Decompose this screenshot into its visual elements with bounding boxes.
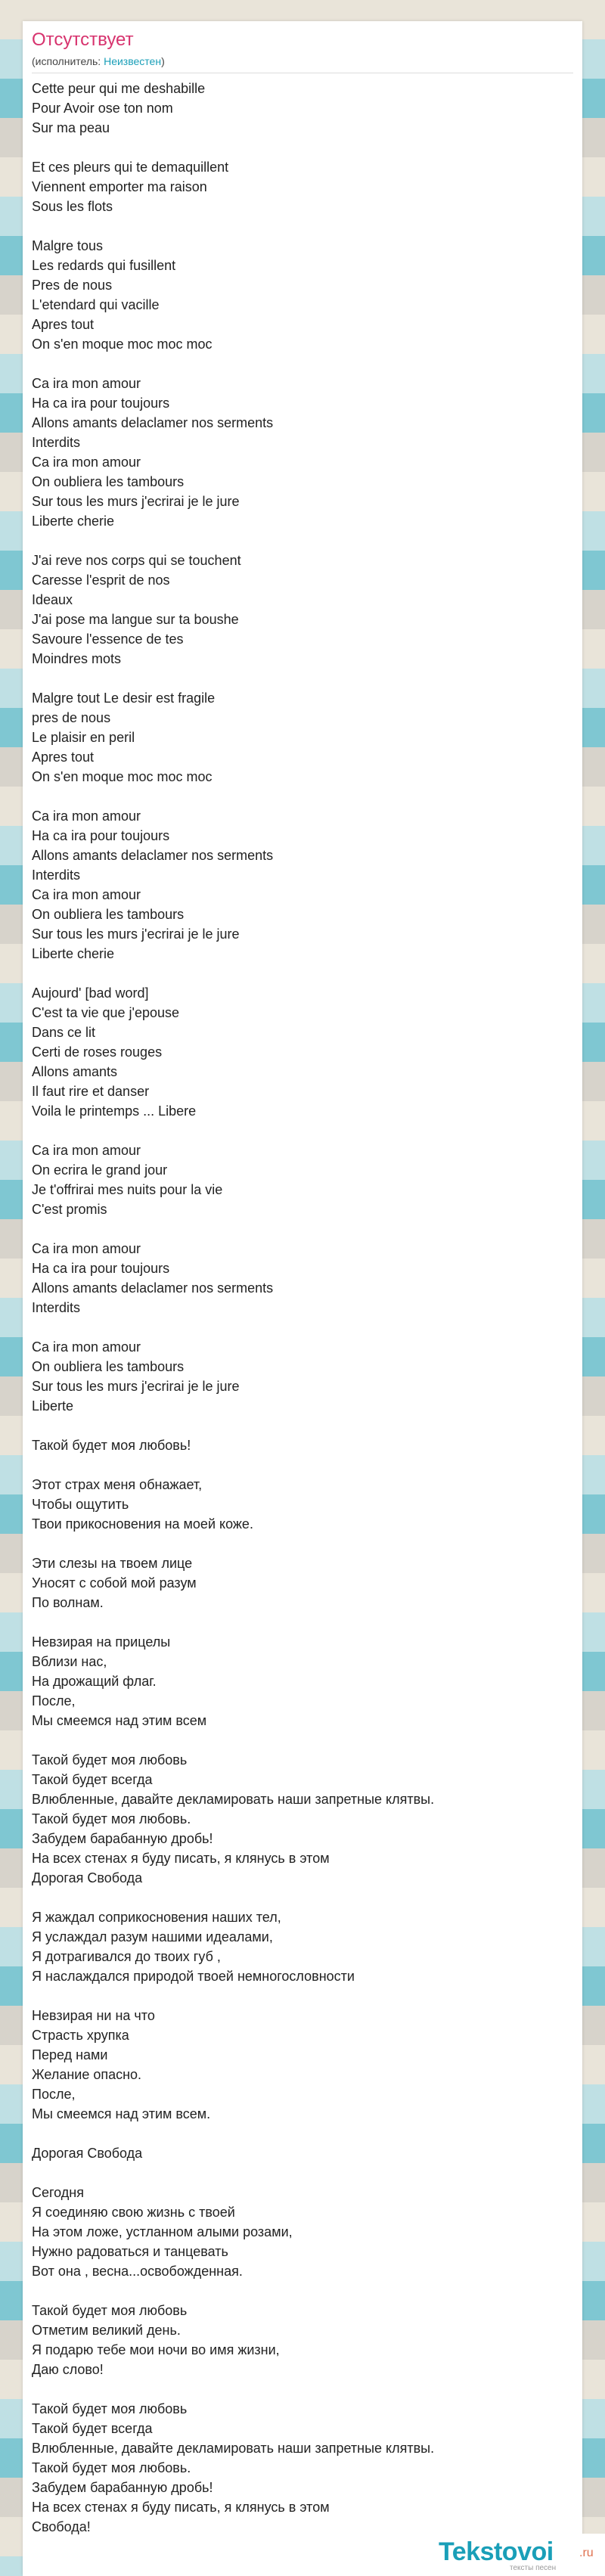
lyric-line: На всех стенах я буду писать, я клянусь в этом (32, 2500, 330, 2515)
stanza-break (32, 531, 573, 551)
lyric-line: Забудем барабанную дробь! (32, 1831, 213, 1846)
lyric-line: Savoure l'essence de tes (32, 632, 184, 647)
stanza-break (32, 2281, 573, 2301)
lyric-line: Твои прикосновения на моей коже. (32, 1516, 253, 1532)
logo-domain: .ru (579, 2547, 594, 2559)
lyrics-text (32, 79, 573, 2537)
lyric-line: Pres de nous (32, 278, 113, 293)
lyric-line: pres de nous (32, 710, 111, 725)
lyric-line: Невзирая ни на что (32, 2008, 155, 2023)
lyric-line: Apres tout (32, 750, 95, 765)
lyric-line: Malgre tous (32, 238, 104, 253)
lyric-line: Le plaisir en peril (32, 730, 135, 745)
lyric-line: После, (32, 2087, 76, 2102)
lyric-line: Il faut rire et danser (32, 1084, 150, 1099)
lyric-line: Voila le printemps ... Libere (32, 1103, 197, 1119)
stanza-break (32, 787, 573, 806)
lyric-line: Interdits (32, 1300, 81, 1315)
lyric-line: On oubliera les tambours (32, 474, 185, 489)
lyric-line: Ca ira mon amour (32, 1241, 141, 1256)
lyric-line: On s'en moque moc moc moc (32, 337, 213, 352)
lyric-line: Такой будет моя любовь. (32, 2460, 191, 2475)
performer-prefix: (исполнитель: (32, 55, 104, 67)
lyric-line: L'etendard qui vacille (32, 297, 160, 312)
lyric-line: Ca ira mon amour (32, 455, 141, 470)
lyric-line: Ca ira mon amour (32, 808, 141, 824)
stanza-break (32, 1121, 573, 1141)
lyric-line: На дрожащий флаг. (32, 1674, 157, 1689)
lyric-line: После, (32, 1693, 76, 1709)
lyric-line: Moindres mots (32, 651, 122, 666)
lyric-line: Dans ce lit (32, 1025, 96, 1040)
stanza-break (32, 2163, 573, 2183)
lyric-line: Allons amants delaclamer nos serments (32, 1280, 274, 1296)
lyric-line: On oubliera les tambours (32, 907, 185, 922)
lyric-line: Sur tous les murs j'ecrirai je le jure (32, 494, 240, 509)
stanza-break (32, 1986, 573, 2006)
lyric-line: Желание опасно. (32, 2067, 142, 2082)
lyric-line: Allons amants delaclamer nos serments (32, 848, 274, 863)
lyric-line: Ha ca ira pour toujours (32, 828, 170, 843)
lyric-line: Страсть хрупка (32, 2028, 129, 2043)
lyric-line: Даю слово! (32, 2362, 104, 2377)
performer-suffix: ) (161, 55, 165, 67)
lyric-line: Я подарю тебе мои ночи во имя жизни, (32, 2342, 280, 2357)
lyric-line: Ca ira mon amour (32, 1339, 141, 1355)
lyric-line: Уносят с собой мой разум (32, 1575, 197, 1591)
lyric-line: Liberte (32, 1398, 74, 1414)
stanza-break (32, 1730, 573, 1750)
lyric-line: C'est promis (32, 1202, 107, 1217)
lyric-line: Certi de roses rouges (32, 1044, 163, 1060)
lyric-line: Allons amants delaclamer nos serments (32, 415, 274, 430)
lyric-line: Я соединяю свою жизнь с твоей (32, 2205, 235, 2220)
lyric-line: On s'en moque moc moc moc (32, 769, 213, 784)
lyric-line: Interdits (32, 867, 81, 883)
lyric-line: J'ai pose ma langue sur ta boushe (32, 612, 239, 627)
lyric-line: On oubliera les tambours (32, 1359, 185, 1374)
lyric-line: На всех стенах я буду писать, я клянусь в этом (32, 1851, 330, 1866)
lyric-line: Дорогая Свобода (32, 1870, 143, 1885)
lyric-line: Apres tout (32, 317, 95, 332)
lyric-line: Sous les flots (32, 199, 113, 214)
stanza-break (32, 964, 573, 983)
lyric-line: Allons amants (32, 1064, 118, 1079)
lyric-line: Aujourd' [bad word] (32, 985, 149, 1001)
lyric-line: Этот страх меня обнажает, (32, 1477, 203, 1492)
stanza-break (32, 354, 573, 374)
lyric-line: Sur ma peau (32, 120, 110, 135)
lyric-line: Ha ca ira pour toujours (32, 396, 170, 411)
stanza-break (32, 1317, 573, 1337)
lyric-line: Et ces pleurs qui te demaquillent (32, 160, 229, 175)
lyric-line: Вблизи нас, (32, 1654, 107, 1669)
stanza-break (32, 1888, 573, 1907)
lyric-line: Нужно радоваться и танцевать (32, 2244, 228, 2259)
lyric-line: Я жаждал соприкосновения наших тел, (32, 1910, 281, 1925)
lyric-line: Malgre tout Le desir est fragile (32, 691, 216, 706)
lyric-line: Je t'offrirai mes nuits pour la vie (32, 1182, 223, 1197)
lyric-line: По волнам. (32, 1595, 104, 1610)
lyric-line: Сегодня (32, 2185, 84, 2200)
lyric-line: Такой будет всегда (32, 1772, 153, 1787)
lyric-line: Ha ca ira pour toujours (32, 1261, 170, 1276)
stanza-break (32, 2379, 573, 2399)
lyric-line: Liberte cherie (32, 514, 115, 529)
lyric-line: Такой будет всегда (32, 2421, 153, 2436)
lyric-line: Мы смеемся над этим всем. (32, 2106, 211, 2121)
stanza-break (32, 216, 573, 236)
lyric-line: Ca ira mon amour (32, 376, 141, 391)
artist-link[interactable]: Неизвестен (104, 55, 162, 67)
lyric-line: Такой будет моя любовь. (32, 1811, 191, 1826)
lyric-line: C'est ta vie que j'epouse (32, 1005, 179, 1020)
lyric-line: Viennent emporter ma raison (32, 179, 207, 194)
lyric-line: Чтобы ощутить (32, 1497, 129, 1512)
lyric-line: Sur tous les murs j'ecrirai je le jure (32, 926, 240, 942)
lyric-line: Забудем барабанную дробь! (32, 2480, 213, 2495)
logo-tagline: тексты песен (510, 2564, 557, 2572)
stanza-break (32, 1534, 573, 1553)
lyric-line: Я наслаждался природой твоей немногословности (32, 1969, 355, 1984)
lyric-line: Caresse l'esprit de nos (32, 573, 170, 588)
lyric-line: Interdits (32, 435, 81, 450)
lyric-line: Я услаждал разум нашими идеалами, (32, 1929, 273, 1944)
stanza-break (32, 1219, 573, 1239)
lyric-line: Мы смеемся над этим всем (32, 1713, 207, 1728)
lyric-line: Свобода! (32, 2519, 91, 2534)
lyric-line: Влюбленные, давайте декламировать наши запретные клятвы. (32, 1792, 435, 1807)
lyric-line: Cette peur qui me deshabille (32, 81, 206, 96)
lyric-line: Отметим великий день. (32, 2323, 181, 2338)
song-title: Отсутствует (32, 29, 134, 50)
stanza-break (32, 669, 573, 688)
performer-line (32, 54, 165, 68)
stanza-break (32, 1416, 573, 1435)
lyric-line: J'ai reve nos corps qui se touchent (32, 553, 241, 568)
stanza-break (32, 2124, 573, 2143)
lyric-line: Sur tous les murs j'ecrirai je le jure (32, 1379, 240, 1394)
lyric-line: Вот она , весна...освобожденная. (32, 2264, 243, 2279)
lyric-line: Ca ira mon amour (32, 1143, 141, 1158)
lyric-line: Такой будет моя любовь (32, 2401, 188, 2416)
lyric-line: Я дотрагивался до твоих губ , (32, 1949, 221, 1964)
logo-name: Tekstovoi (439, 2537, 554, 2566)
lyric-line: Такой будет моя любовь (32, 1752, 188, 1768)
site-logo[interactable] (431, 2534, 605, 2576)
lyric-line: Такой будет моя любовь! (32, 1438, 191, 1453)
lyric-line: На этом ложе, устланном алыми розами, (32, 2224, 293, 2239)
stanza-break (32, 138, 573, 157)
stanza-break (32, 1455, 573, 1475)
lyric-line: Такой будет моя любовь (32, 2303, 188, 2318)
lyric-line: On ecrira le grand jour (32, 1162, 168, 1178)
lyric-line: Невзирая на прицелы (32, 1634, 171, 1650)
lyric-line: Влюбленные, давайте декламировать наши запретные клятвы. (32, 2441, 435, 2456)
lyric-line: Эти слезы на твоем лице (32, 1556, 193, 1571)
lyrics-page (23, 21, 582, 2576)
lyric-line: Перед нами (32, 2047, 108, 2062)
lyric-line: Pour Avoir ose ton nom (32, 101, 173, 116)
lyric-line: Дорогая Свобода (32, 2146, 143, 2161)
stanza-break (32, 1612, 573, 1632)
lyric-line: Les redards qui fusillent (32, 258, 176, 273)
lyric-line: Liberte cherie (32, 946, 115, 961)
lyric-line: Ideaux (32, 592, 73, 607)
lyric-line: Ca ira mon amour (32, 887, 141, 902)
